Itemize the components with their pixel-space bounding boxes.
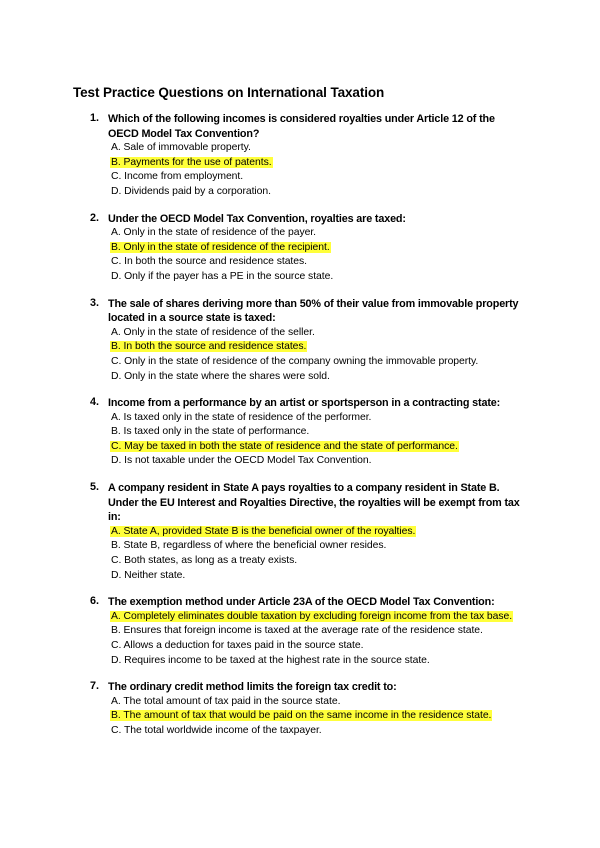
- answer-option-text: A. Sale of immovable property.: [111, 142, 251, 154]
- answer-option: [110, 370, 530, 385]
- answer-option: [110, 454, 530, 469]
- document-title: Test Practice Questions on International Taxation: [73, 85, 385, 100]
- answer-option: [110, 355, 530, 370]
- answer-option-text: A. Is taxed only in the state of residence of the performer.: [111, 411, 372, 423]
- question-item: [0, 212, 600, 285]
- answer-option-text: B. Ensures that foreign income is taxed at the average rate of the residence state.: [111, 625, 483, 637]
- answer-option: [110, 624, 530, 639]
- question-number: 4.: [90, 396, 100, 409]
- answer-option: [110, 185, 530, 200]
- answer-options: [110, 226, 530, 284]
- answer-option: [110, 141, 530, 156]
- answer-option-text: D. Neither state.: [111, 569, 186, 581]
- answer-option: [110, 569, 530, 584]
- answer-option: [110, 425, 530, 440]
- answer-options: [110, 695, 530, 739]
- answer-option-text: D. Only if the payer has a PE in the source state.: [111, 270, 334, 282]
- question-item: [0, 297, 600, 385]
- answer-option-text: A. Completely eliminates double taxation by excluding foreign income from the tax base.: [111, 610, 513, 622]
- answer-option-highlighted: [110, 156, 530, 171]
- answer-options: [110, 141, 530, 199]
- question-text: Which of the following incomes is considered royalties under Article 12 of the OECD Model Tax Convention?: [108, 113, 495, 140]
- answer-option-text: A. The total amount of tax paid in the source state.: [111, 695, 341, 707]
- answer-option: [110, 724, 530, 739]
- answer-option-text: B. In both the source and residence states.: [111, 341, 307, 353]
- answer-option-text: D. Only in the state where the shares were sold.: [111, 370, 330, 382]
- question-number: 6.: [90, 595, 100, 608]
- question-text: A company resident in State A pays royalties to a company resident in State B. Under the EU Interest and Royalties Directive, the royalties will be exempt from tax in:: [108, 482, 520, 524]
- answer-option: [110, 170, 530, 185]
- question-item: [0, 112, 600, 200]
- answer-option-text: B. State B, regardless of where the beneficial owner resides.: [111, 540, 387, 552]
- question-number: 2.: [90, 211, 100, 224]
- question-number: 5.: [90, 481, 100, 494]
- answer-option-text: D. Requires income to be taxed at the highest rate in the source state.: [111, 654, 430, 666]
- answer-option: [110, 411, 530, 426]
- answer-option-text: D. Dividends paid by a corporation.: [111, 185, 271, 197]
- question-text: The ordinary credit method limits the foreign tax credit to:: [108, 681, 397, 694]
- answer-option-text: D. Is not taxable under the OECD Model Tax Convention.: [111, 455, 372, 467]
- question-item: [0, 396, 600, 469]
- answer-option: [110, 695, 530, 710]
- answer-option-text: B. The amount of tax that would be paid on the same income in the residence state.: [111, 710, 492, 722]
- question-text: The sale of shares deriving more than 50% of their value from immovable property located in a source state is taxed:: [108, 297, 519, 325]
- question-text: Under the OECD Model Tax Convention, royalties are taxed:: [108, 212, 406, 225]
- question-text: The exemption method under Article 23A of the OECD Model Tax Convention:: [108, 596, 495, 609]
- answer-option-text: B. Is taxed only in the state of performance.: [111, 426, 310, 438]
- question-text: Income from a performance by an artist or sportsperson in a contracting state:: [108, 397, 501, 410]
- answer-option: [110, 270, 530, 285]
- answer-option: [110, 539, 530, 554]
- answer-option: [110, 326, 530, 341]
- question-item: [0, 481, 600, 583]
- answer-option-text: B. Payments for the use of patents.: [111, 156, 272, 168]
- question-item: [0, 680, 600, 738]
- answer-option-text: A. State A, provided State B is the beneficial owner of the royalties.: [111, 525, 416, 537]
- answer-options: [110, 326, 530, 384]
- answer-option-highlighted: [110, 610, 530, 625]
- answer-option-text: C. Income from employment.: [111, 171, 244, 183]
- answer-options: [110, 525, 530, 583]
- answer-option: [110, 226, 530, 241]
- question-item: [0, 595, 600, 668]
- answer-option-highlighted: [110, 440, 530, 455]
- answer-option: [110, 255, 530, 270]
- answer-option-text: C. Allows a deduction for taxes paid in the source state.: [111, 640, 364, 651]
- answer-option: [110, 639, 530, 654]
- answer-option-text: C. May be taxed in both the state of residence and the state of performance.: [111, 440, 458, 452]
- answer-option-text: C. Both states, as long as a treaty exists.: [111, 555, 298, 567]
- question-number: 7.: [90, 680, 100, 693]
- answer-option-text: C. The total worldwide income of the taxpayer.: [111, 724, 322, 736]
- answer-options: [110, 411, 530, 469]
- question-number: 1.: [90, 112, 100, 124]
- answer-option-text: A. Only in the state of residence of the payer.: [111, 227, 317, 239]
- answer-option-text: C. In both the source and residence states.: [111, 256, 307, 268]
- answer-option-highlighted: [110, 525, 530, 540]
- answer-option-highlighted: [110, 340, 530, 355]
- answer-option: [110, 554, 530, 569]
- answer-option-text: B. Only in the state of residence of the recipient.: [111, 241, 330, 253]
- answer-options: [110, 610, 530, 668]
- answer-option-text: C. Only in the state of residence of the company owning the immovable property.: [111, 355, 479, 367]
- question-list: [0, 112, 600, 751]
- answer-option-highlighted: [110, 709, 530, 724]
- answer-option-text: A. Only in the state of residence of the seller.: [111, 326, 315, 338]
- question-number: 3.: [90, 296, 100, 309]
- answer-option: [110, 654, 530, 669]
- answer-option-highlighted: [110, 241, 530, 256]
